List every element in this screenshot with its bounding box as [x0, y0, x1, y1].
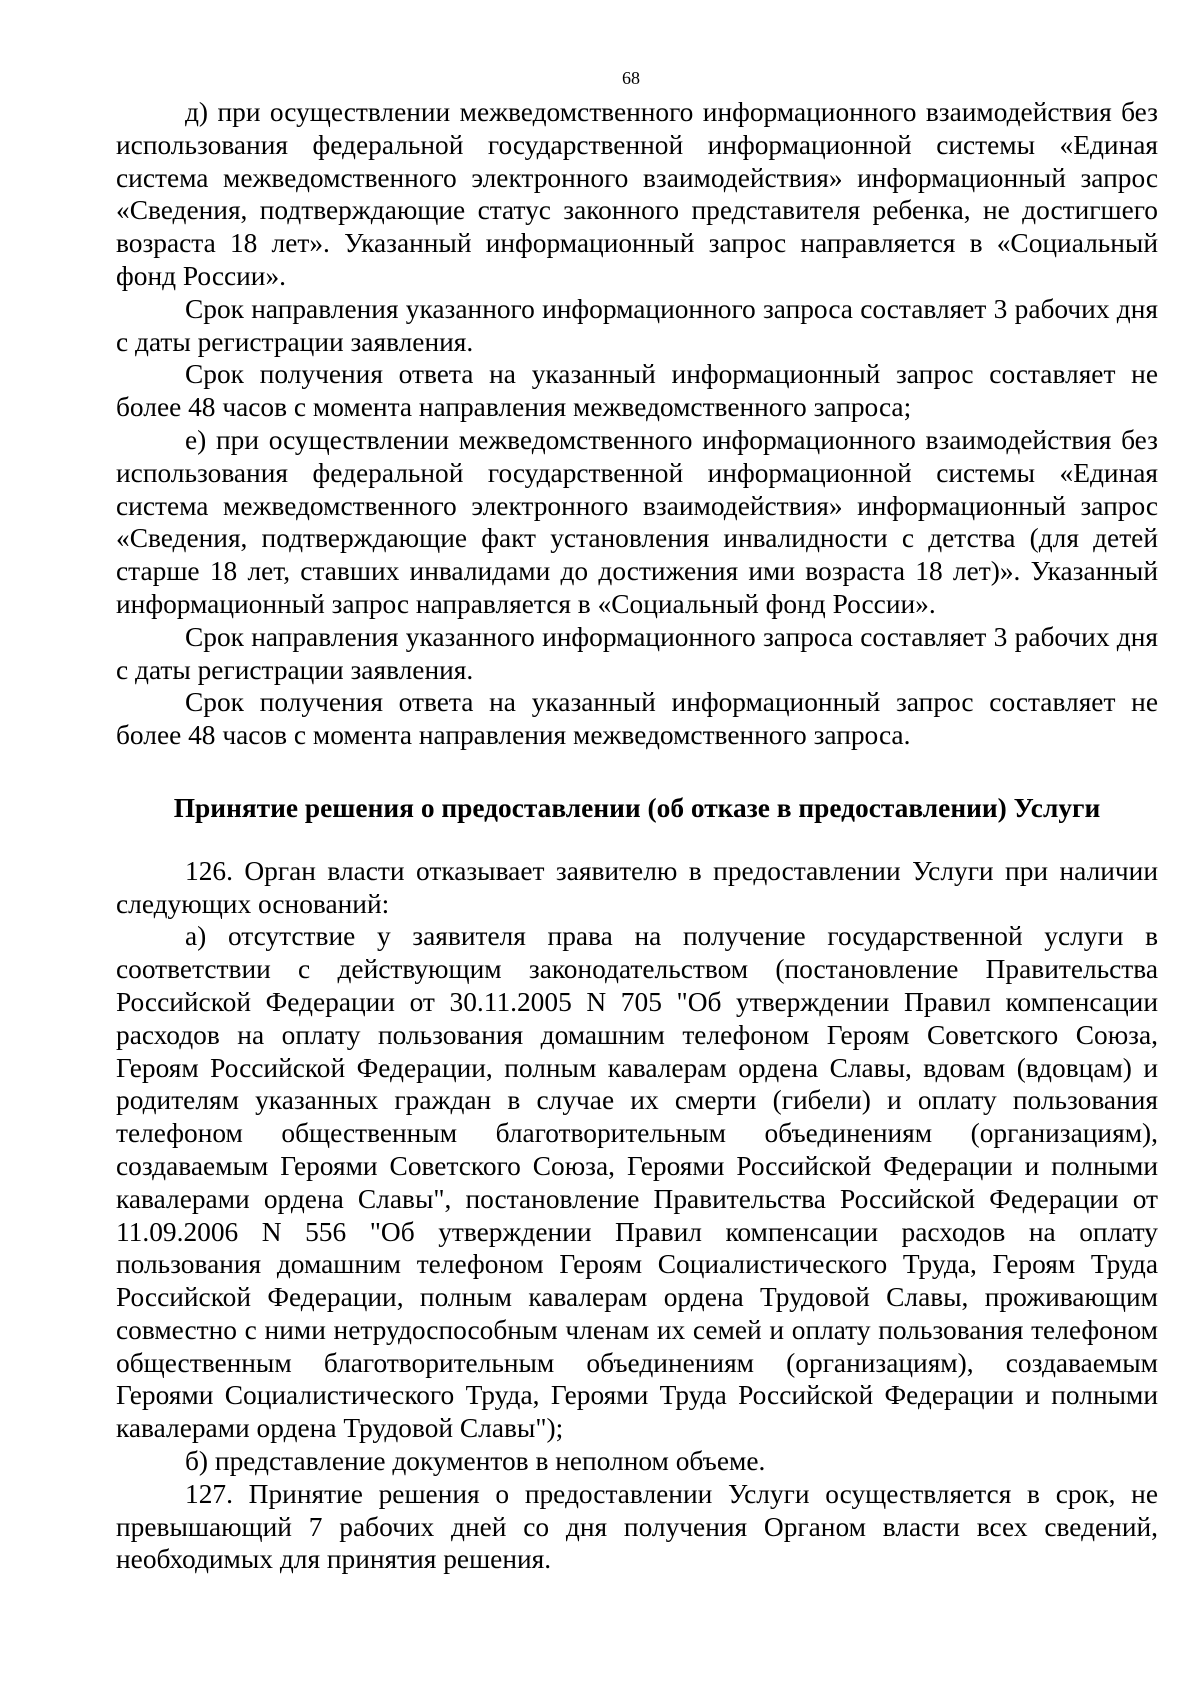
paragraph-126-b: б) представление документов в неполном объеме.: [185, 1446, 766, 1477]
paragraph-127: 127. Принятие решения о предоставлении Услуги осуществляется в срок, не превышающий 7 рабочих дней со дня получения Органом власти всех сведений, необходимых для принятия решения.: [116, 1478, 1158, 1575]
paragraph-126-a: а) отсутствие у заявителя права на получение государственной услуги в соответствии с действующим законодательством (постановление Правительства Российской Федерации от 30.11.2005 N 705 "Об утверждении Правил компенсации расходов на оплату пользования домашним телефоном Героям Советского Союза, Героям Российской Федерации, полным кавалерам ордена Славы, вдовам (вдовцам) и родителям указанных граждан в случае их смерти (гибели) и оплату пользования телефоном общественным благотворительным объединениям (организациям), создаваемым Героями Советского Союза, Героями Российской Федерации и полными кавалерами ордена Славы", постановление Правительства Российской Федерации от 11.09.2006 N 556 "Об утверждении Правил компенсации расходов на оплату пользования домашним телефоном Героям Социалистического Труда, Героям Труда Российской Федерации, полным кавалерам ордена Трудовой Славы, проживающим совместно с ними нетрудоспособным членам их семей и оплату пользования телефоном общественным благотворительным объединениям (организациям), создаваемым Героями Социалистического Труда, Героями Труда Российской Федерации и полными кавалерами ордена Трудовой Славы");: [116, 921, 1158, 1444]
section-heading: Принятие решения о предоставлении (об отказе в предоставлении) Услуги: [173, 792, 1101, 823]
page-number: 68: [622, 68, 640, 88]
paragraph-d-response-term: Срок получения ответа на указанный информационный запрос составляет не более 48 часов с момента направления межведомственного запроса;: [116, 359, 1158, 423]
paragraph-126: 126. Орган власти отказывает заявителю в предоставлении Услуги при наличии следующих оснований:: [116, 855, 1158, 919]
paragraph-e-intro: е) при осуществлении межведомственного информационного взаимодействия без использования федеральной государственной информационной системы «Единая система межведомственного электронного взаимодействия» информационный запрос «Сведения, подтверждающие факт установления инвалидности с детства (для детей старше 18 лет, ставших инвалидами до достижения ими возраста 18 лет)». Указанный информационный запрос направляется в «Социальный фонд России».: [116, 424, 1158, 619]
paragraph-d-request-term: Срок направления указанного информационного запроса составляет 3 рабочих дня с даты регистрации заявления.: [116, 293, 1158, 357]
paragraph-e-request-term: Срок направления указанного информационного запроса составляет 3 рабочих дня с даты регистрации заявления.: [116, 621, 1158, 685]
paragraph-d-intro: д) при осуществлении межведомственного информационного взаимодействия без использования федеральной государственной информационной системы «Единая система межведомственного электронного взаимодействия» информационный запрос «Сведения, подтверждающие статус законного представителя ребенка, не достигшего возраста 18 лет». Указанный информационный запрос направляется в «Социальный фонд России».: [116, 97, 1158, 291]
paragraph-e-response-term: Срок получения ответа на указанный информационный запрос составляет не более 48 часов с момента направления межведомственного запроса.: [116, 687, 1158, 751]
document-body: [116, 96, 1158, 1576]
